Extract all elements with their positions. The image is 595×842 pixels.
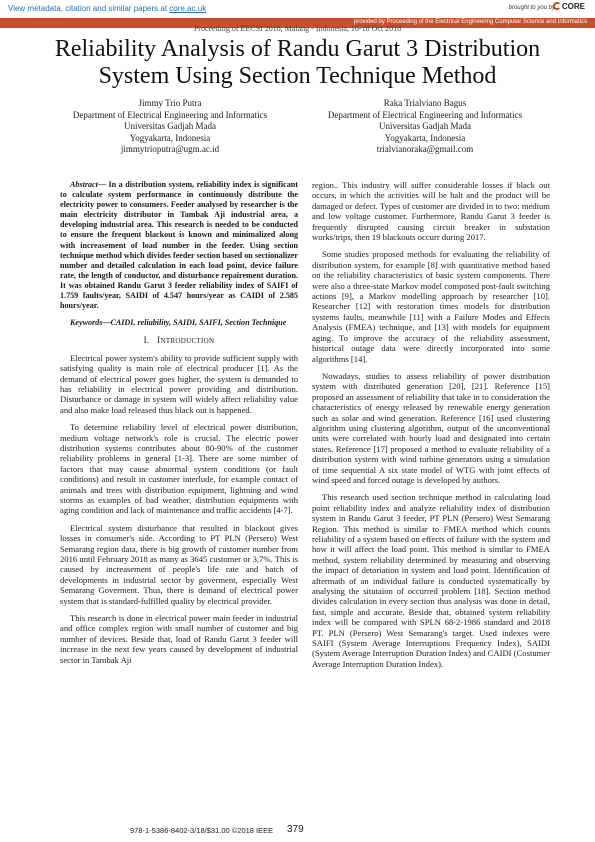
section-heading-introduction xyxy=(60,335,298,346)
author-email[interactable]: jimmytrioputra@ugm.ac.id xyxy=(120,144,220,154)
left-column xyxy=(60,180,298,672)
footer-isbn: 978-1-5386-8402-3/18/$31.00 ©2018 IEEE xyxy=(130,826,274,835)
author-city: Yogyakarta, Indonesia xyxy=(129,132,211,143)
abstract-text: In a distribution system, reliability index is significant to calculate system performance in continuously distribute the electricity power to consumers. Feeder analysed by researcher is the main electricity distributor in Tambak Aji industrial area, a developing industrial area. This research is needed to be conducted to ensure the frequent blackout is known and minimalized along with increasement of load number in the feeder. Using section technique method which divides feeder section based on sectionalizer number and detailed calculation in each load point, device failure rate, the length of conductor, and disturbance repairement duration. It was obtained Randu Garut 3 feeder reliability index of SAIFI of 1.759 faults/year, SAIDI of 4.547 hours/year as CAIDI of 2.585 hours/year. xyxy=(60,180,298,311)
author-name: Raka Trialviano Bagus xyxy=(383,98,467,108)
paragraph: Some studies proposed methods for evaluating the reliability of distribution system, for example [8] with quantitative method based on the reliability characteristics of basic system components. There were also a three-state Markov model composed post-fault switching actions [9], a Markov modelling approach by researcher [10]. Researcher [12] with restoration times models for distribution systems faults, meanwhile [11] with a Failure Modes and Effects Analysis (FMEA) technique, and [13] with models for equipment aging. To improve the accuracy of the reliability assessment, historical outage data were directly incorporated into some algorithms [14]. xyxy=(312,249,550,364)
paragraph: This research is done in electrical power main feeder in industrial and office complex region with small number of customer and big number of devices. Beside that, load of Randu Garut 3 feeder will increase in the next few years caused by development of industrial sector in Tambak Aji xyxy=(60,613,298,665)
core-logo-icon xyxy=(553,2,561,10)
core-logo-text: CORE xyxy=(561,2,585,11)
abstract-label: Abstract— xyxy=(70,180,106,189)
author-block-2 xyxy=(300,98,550,156)
keywords: Keywords—CAIDI, reliability, SAIDI, SAIFI, Section Technique xyxy=(70,318,287,328)
paragraph: Electrical system disturbance that resulted in blackout gives losses in consumer's side. According to PT PLN (Persero) West Semarang region data, there is big growth of customer number from 2016 until February 2018 as many as 3645 customer or 3,7%. This is caused by increasement of people's life rate and batch of developments in industrial sector by goverment, especially West Semarang Goverment. Thus, there is demand of electrical power system that is standard-fulfilled quality by electrical provider. xyxy=(60,522,298,606)
section-initial: I xyxy=(157,335,161,346)
author-name: Jimmy Trio Putra xyxy=(138,98,202,108)
section-title-rest: NTRODUCTION xyxy=(160,337,215,346)
right-column xyxy=(312,180,550,676)
paragraph: region.. This industry will suffer considerable losses if black out occurs, in which the activities will be halt and the product will be damaged or defect. Types of customer are divided in to two: medium and low voltage customer. Furthermore, Randu Garut 3 feeder is frequently disrupted causing circuit breaker in substation works/trips, then 19 blackouts occurr during 2017. xyxy=(312,180,550,243)
author-block-1 xyxy=(45,98,295,156)
abstract xyxy=(60,180,298,311)
author-university: Universitas Gadjah Mada xyxy=(379,121,471,131)
brought-by-text: brought to you by xyxy=(508,5,555,11)
provided-by-text[interactable]: provided by Proceeding of the Electrical Engineering Computer Science and Informatics xyxy=(353,19,587,25)
core-metadata-link[interactable] xyxy=(8,4,206,13)
core-logo[interactable] xyxy=(553,2,585,11)
author-city: Yogyakarta, Indonesia xyxy=(384,132,466,143)
author-department: Department of Electrical Engineering and Informatics xyxy=(327,109,523,120)
page-number: 379 xyxy=(287,824,304,835)
section-number: I. xyxy=(143,335,150,346)
author-university: Universitas Gadjah Mada xyxy=(124,121,216,131)
core-link-domain: core.ac.uk xyxy=(169,4,207,13)
paper-title: Reliability Analysis of Randu Garut 3 Distribution System Using Section Technique Method xyxy=(54,36,541,89)
author-department: Department of Electrical Engineering and Informatics xyxy=(72,109,268,120)
author-email[interactable]: trialvianoraka@gmail.com xyxy=(376,144,474,154)
paragraph: To determine reliability level of electrical power distribution, medium voltage network's role is crucial. The electric power distribution systems contributes about 80-90% of the customer reliability problems in general [1-3]. There are some number of factors that may cause abnormal system conditions (or fault conditions) and result in customer interlude, for example contact of animals and trees with distribution equipment, lightning and wind storms as examples of bad weather, distribution equipments with aging condition and lack of maintenance and traffic accidents [4-7]. xyxy=(60,422,298,516)
paragraph: Nowadays, studies to assess reliability of power distribution system with distributed generation [20], [21]. Reference [15] proposed an assessment of reliability that take in to consideration the characteristics of energy released by renewable energy generation such as solar and wind generation. Reference [16] used clustering algorithm using clustering algorithm, output of the unconventional units were correlated with hourly load and designated into certain states. Reference [17] proposed a method to evaluate reliability of a distribution system with wind turbine generators using a simulation of time sequential A six state model of WTG with joint effects of wind speed and forced outage is developed by authors. xyxy=(312,370,550,485)
paragraph: This research used section technique method in calculating load point reliability index and analyze reliability index of distribution system in Randu Garut 3 feeder, PT PLN (Persero) West Semarang Region. This method is similar to FMEA method which counts reliability of a system based on effects of failure with the system and how it will affect the load point. This method is similar to FMEA method, system reliability determined by measuring and observing the impact of detoriation in system and load point. Identification of aftermath of an individual failure is conducted systematically by analysing the situtaion of occurred problem [18]. Section method divides calculation in every section thus analysis was done in detail, fast, simple and accurate. Beside that, obtained system reliability index will be compared with SPLN 68-2-1986 standard and 2018 PT. PLN (Persero) West Semarang's target. Used indexes were SAIFI (System Average Interruptions Frequency Index), SAIDI (System Average Interruption Duration Index) and CAIDI (Costumer Average Interruption Duration Index). xyxy=(312,492,550,669)
paragraph: Electrical power system's ability to provide sufficient supply with satisfying quality is main role of electrical producer [1]. As the demand of electrical power goes higher, the system is demanded to has reliability in electrical power providing and distribution. Disturbance or damage in system will widely affect reliability value and also make load released thus black out is happened. xyxy=(60,352,298,415)
core-link-text: View metadata, citation and similar papers at xyxy=(8,4,170,13)
proceedings-header: Proceeding of EECSI 2018, Malang - Indonesia, 16-18 Oct 2018 xyxy=(193,24,402,33)
core-banner xyxy=(0,0,595,18)
